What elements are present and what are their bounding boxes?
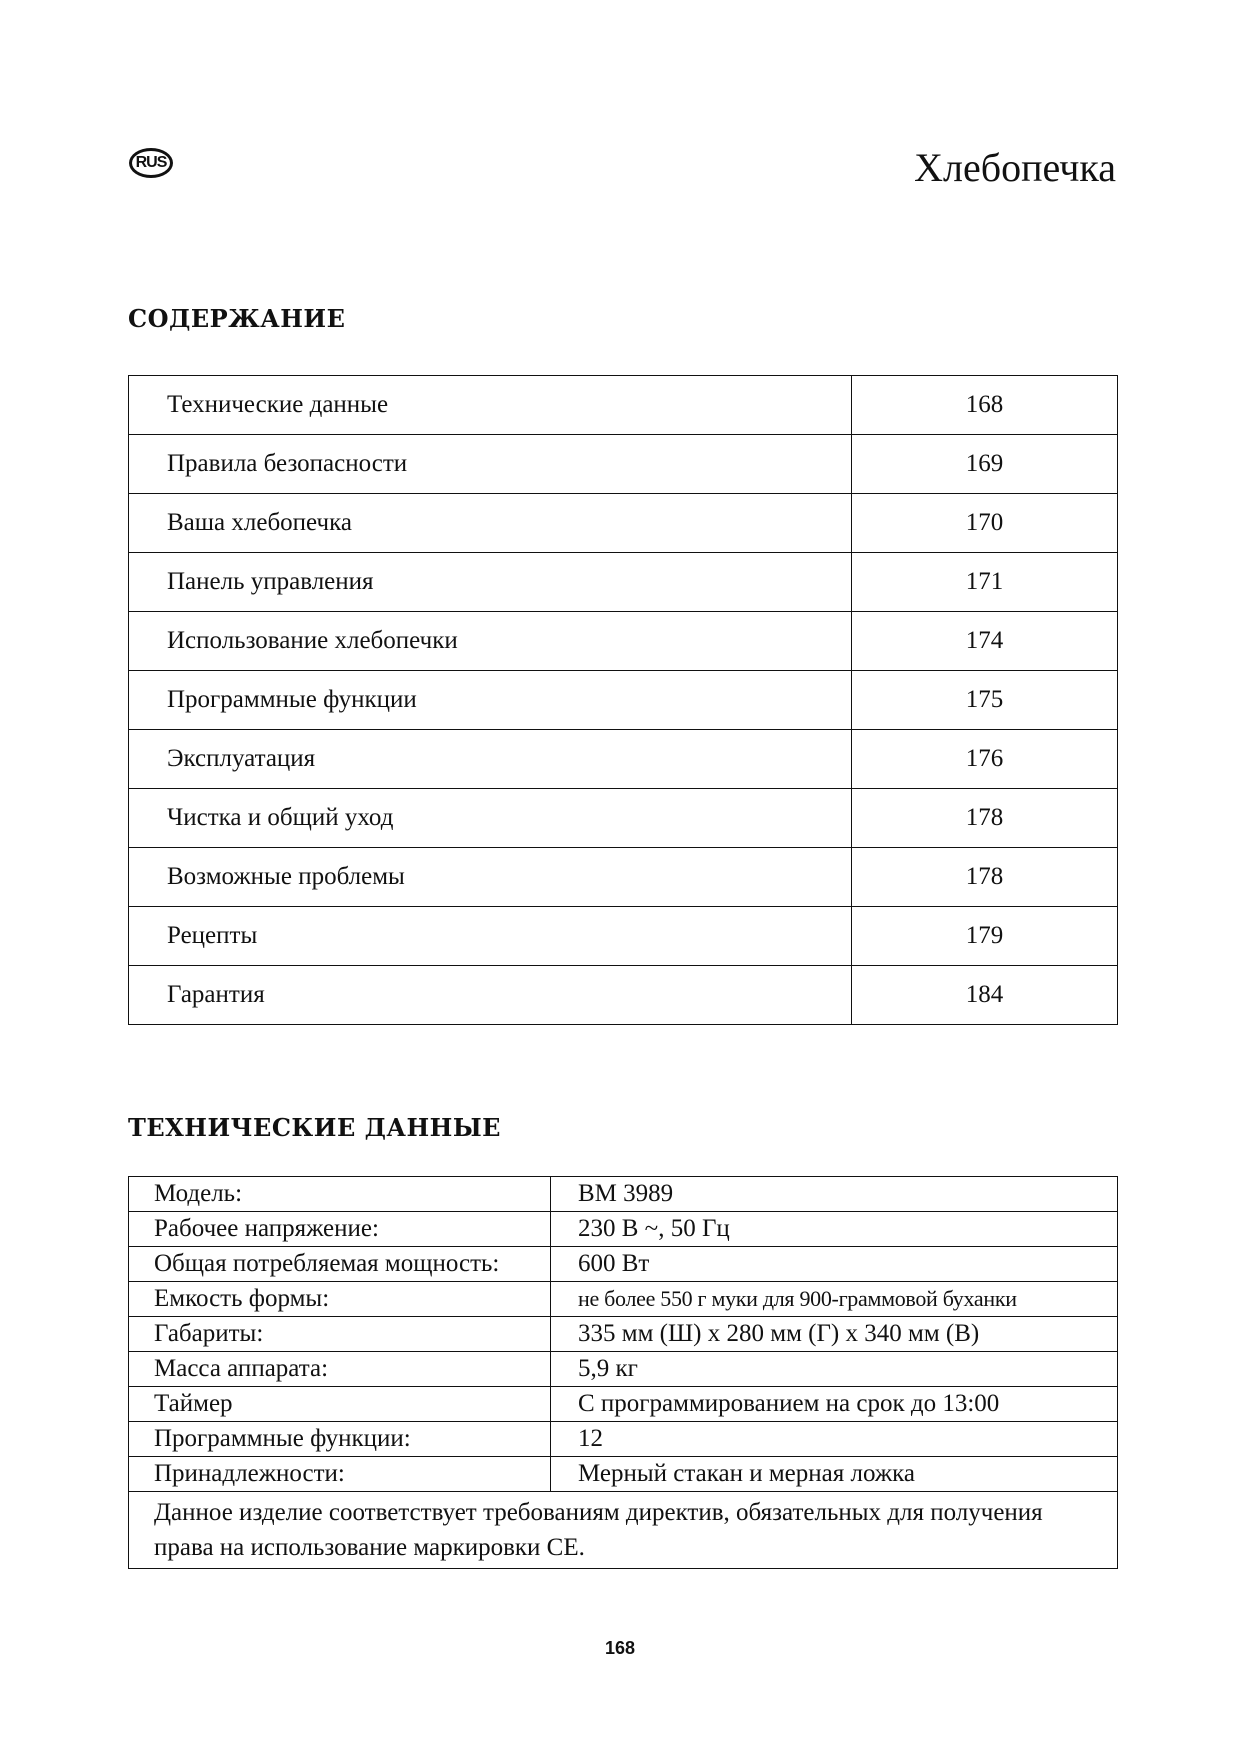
- spec-row: [129, 1387, 1118, 1422]
- toc-item-page: 184: [852, 966, 1118, 1025]
- toc-row: [129, 907, 1118, 966]
- spec-row: [129, 1177, 1118, 1212]
- toc-heading: СОДЕРЖАНИЕ: [128, 304, 346, 333]
- toc-item-label: Рецепты: [129, 907, 852, 966]
- spec-label: Общая потребляемая мощность:: [129, 1247, 551, 1282]
- spec-value: Мерный стакан и мерная ложка: [551, 1457, 1118, 1492]
- spec-row: [129, 1352, 1118, 1387]
- toc-item-label: Чистка и общий уход: [129, 789, 852, 848]
- spec-value: С программированием на срок до 13:00: [551, 1387, 1118, 1422]
- toc-item-label: Гарантия: [129, 966, 852, 1025]
- spec-row: [129, 1247, 1118, 1282]
- spec-label: Емкость формы:: [129, 1282, 551, 1317]
- toc-row: [129, 789, 1118, 848]
- toc-item-page: 176: [852, 730, 1118, 789]
- ce-compliance-note: Данное изделие соответствует требованиям директив, обязательных для получения права на использование маркировки CE.: [129, 1492, 1118, 1569]
- specs-table: [128, 1176, 1118, 1569]
- spec-value: 12: [551, 1422, 1118, 1457]
- spec-label: Рабочее напряжение:: [129, 1212, 551, 1247]
- toc-item-label: Правила безопасности: [129, 435, 852, 494]
- toc-row: [129, 612, 1118, 671]
- toc-item-page: 170: [852, 494, 1118, 553]
- toc-item-page: 171: [852, 553, 1118, 612]
- spec-row: [129, 1457, 1118, 1492]
- spec-value: BM 3989: [551, 1177, 1118, 1212]
- spec-value: 5,9 кг: [551, 1352, 1118, 1387]
- spec-row: [129, 1212, 1118, 1247]
- toc-item-page: 174: [852, 612, 1118, 671]
- toc-item-label: Программные функции: [129, 671, 852, 730]
- spec-note-row: [129, 1492, 1118, 1569]
- toc-item-page: 179: [852, 907, 1118, 966]
- spec-row: [129, 1422, 1118, 1457]
- toc-row: [129, 376, 1118, 435]
- spec-value: не более 550 г муки для 900-граммовой буханки: [551, 1282, 1118, 1317]
- toc-item-label: Панель управления: [129, 553, 852, 612]
- document-title: Хлебопечка: [914, 145, 1116, 190]
- toc-item-label: Ваша хлебопечка: [129, 494, 852, 553]
- toc-row: [129, 730, 1118, 789]
- spec-label: Габариты:: [129, 1317, 551, 1352]
- toc-item-page: 169: [852, 435, 1118, 494]
- toc-item-label: Возможные проблемы: [129, 848, 852, 907]
- spec-row: [129, 1317, 1118, 1352]
- spec-label: Модель:: [129, 1177, 551, 1212]
- spec-value: 335 мм (Ш) х 280 мм (Г) х 340 мм (В): [551, 1317, 1118, 1352]
- page-number: 168: [604, 1638, 636, 1658]
- spec-row: [129, 1282, 1118, 1317]
- toc-item-label: Технические данные: [129, 376, 852, 435]
- specs-heading: ТЕХНИЧЕСКИЕ ДАННЫЕ: [128, 1113, 501, 1142]
- spec-label: Масса аппарата:: [129, 1352, 551, 1387]
- toc-item-label: Использование хлебопечки: [129, 612, 852, 671]
- toc-row: [129, 435, 1118, 494]
- spec-label: Принадлежности:: [129, 1457, 551, 1492]
- language-badge: RUS: [129, 148, 173, 178]
- toc-row: [129, 553, 1118, 612]
- toc-item-page: 168: [852, 376, 1118, 435]
- toc-row: [129, 671, 1118, 730]
- spec-label: Программные функции:: [129, 1422, 551, 1457]
- spec-value: 600 Вт: [551, 1247, 1118, 1282]
- toc-row: [129, 494, 1118, 553]
- toc-item-label: Эксплуатация: [129, 730, 852, 789]
- toc-item-page: 178: [852, 789, 1118, 848]
- toc-item-page: 175: [852, 671, 1118, 730]
- toc-table: [128, 375, 1118, 1025]
- spec-value: 230 В ~, 50 Гц: [551, 1212, 1118, 1247]
- spec-label: Таймер: [129, 1387, 551, 1422]
- toc-row: [129, 966, 1118, 1025]
- toc-row: [129, 848, 1118, 907]
- toc-item-page: 178: [852, 848, 1118, 907]
